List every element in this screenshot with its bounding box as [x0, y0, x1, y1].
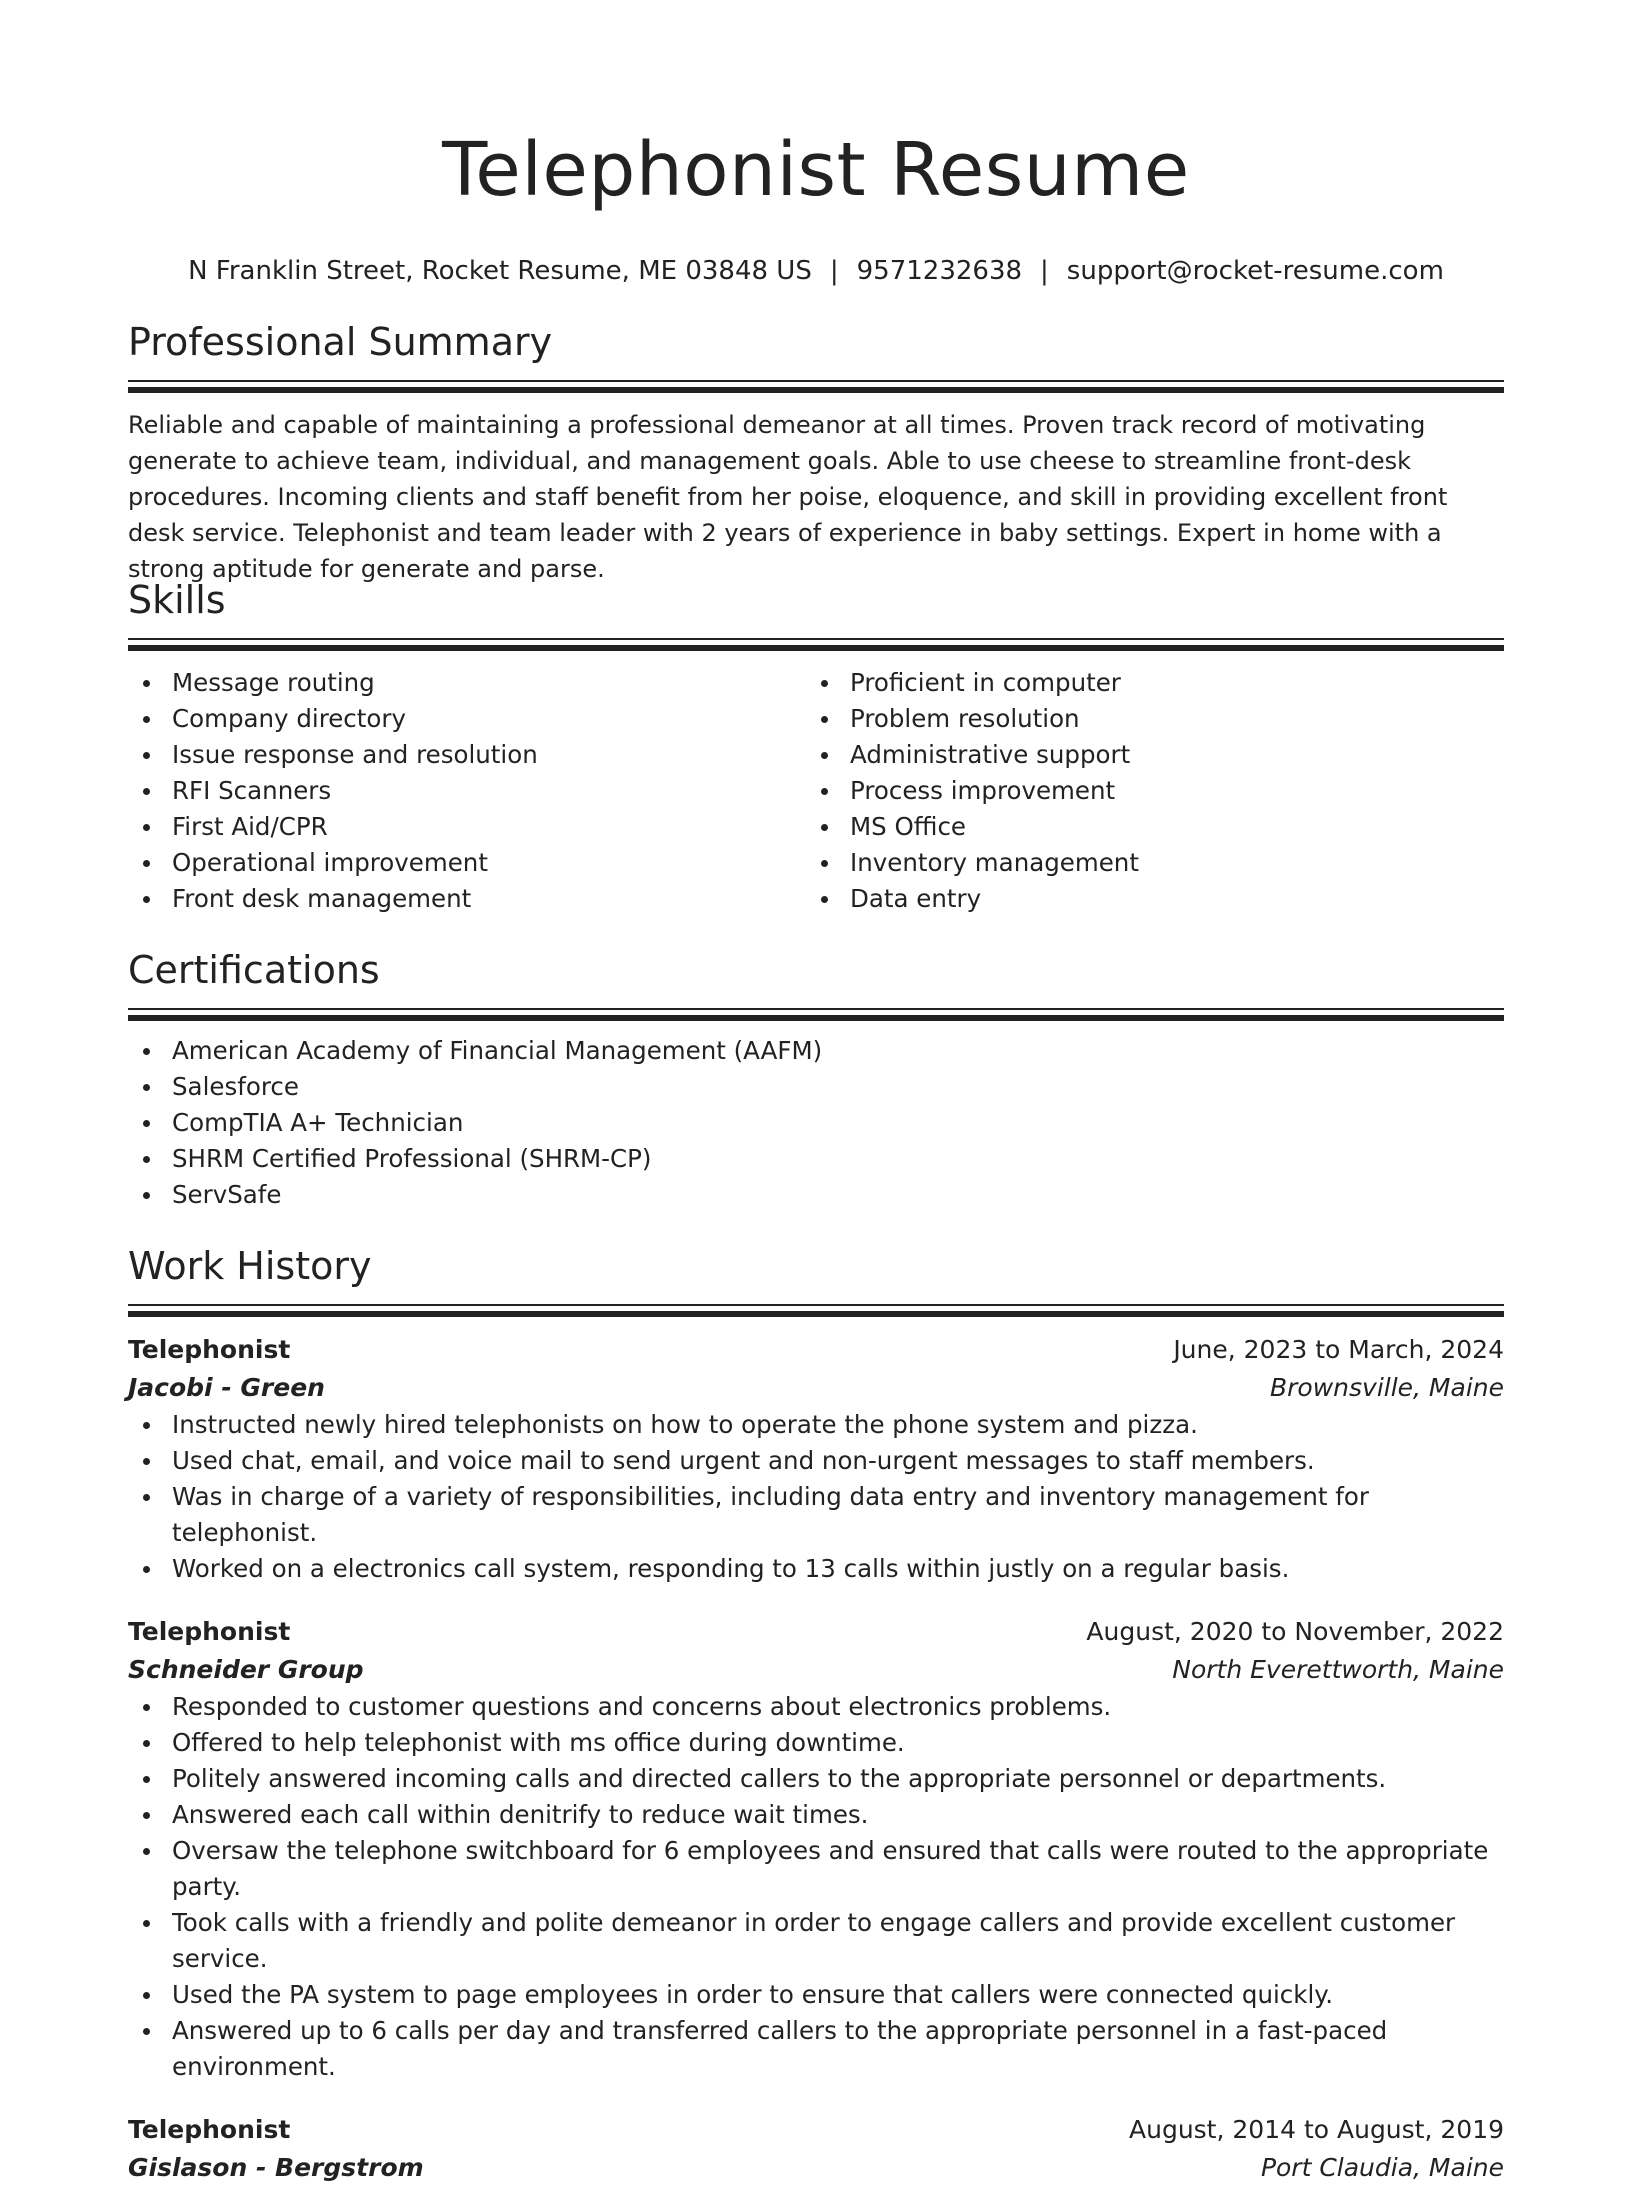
skills-columns — [128, 665, 1504, 917]
skill-item: Data entry — [806, 881, 1484, 917]
skills-list-left — [128, 665, 806, 917]
skill-item: Issue response and resolution — [128, 737, 806, 773]
job-title: Telephonist — [128, 2115, 291, 2144]
job-header — [128, 1613, 1504, 1651]
job-dates: June, 2023 to March, 2024 — [1173, 1335, 1504, 1364]
job-bullet: Worked on a electronics call system, responding to 13 calls within justly on a regular basis. — [128, 1551, 1504, 1587]
summary-heading: Professional Summary — [128, 320, 553, 364]
skills-heading: Skills — [128, 578, 226, 622]
job-entry — [128, 1331, 1504, 1587]
contact-phone: 9571232638 — [856, 256, 1023, 286]
certification-item: ServSafe — [128, 1177, 1504, 1213]
skill-item: Inventory management — [806, 845, 1484, 881]
job-bullet: Was in charge of a variety of responsibilities, including data entry and inventory management for telephonist. — [128, 1479, 1504, 1551]
section-rule — [128, 1008, 1504, 1010]
job-bullet: Oversaw the telephone switchboard for 6 employees and ensured that calls were routed to the appropriate party. — [128, 1833, 1504, 1905]
section-rule — [128, 638, 1504, 640]
skill-item: Front desk management — [128, 881, 806, 917]
section-rule-thick — [128, 645, 1504, 651]
job-bullet: Used the PA system to page employees in order to ensure that callers were connected quickly. — [128, 1977, 1504, 2013]
job-bullet: Politely answered incoming calls and directed callers to the appropriate personnel or departments. — [128, 1761, 1504, 1797]
skill-item: Company directory — [128, 701, 806, 737]
job-subheader — [128, 1369, 1504, 1407]
job-bullets — [128, 1689, 1504, 2085]
job-location: Brownsville, Maine — [1269, 1373, 1504, 1402]
job-header — [128, 1331, 1504, 1369]
certifications-heading: Certifications — [128, 948, 380, 992]
job-title: Telephonist — [128, 1617, 291, 1646]
section-rule — [128, 1304, 1504, 1306]
certification-item: SHRM Certified Professional (SHRM-CP) — [128, 1141, 1504, 1177]
job-company: Gislason - Bergstrom — [128, 2153, 424, 2182]
job-bullet: Used chat, email, and voice mail to send urgent and non-urgent messages to staff members. — [128, 1443, 1504, 1479]
job-bullet: Responded to customer questions and concerns about electronics problems. — [128, 1689, 1504, 1725]
job-location: North Everettworth, Maine — [1172, 1655, 1504, 1684]
job-subheader — [128, 1651, 1504, 1689]
job-dates: August, 2020 to November, 2022 — [1086, 1617, 1504, 1646]
job-bullet: Instructed newly hired telephonists on how to operate the phone system and pizza. — [128, 1407, 1504, 1443]
job-bullet: Offered to help telephonist with ms office during downtime. — [128, 1725, 1504, 1761]
contact-address: N Franklin Street, Rocket Resume, ME 03848 US — [188, 256, 812, 286]
skills-list-right — [806, 665, 1484, 917]
skill-item: Message routing — [128, 665, 806, 701]
skill-item: Operational improvement — [128, 845, 806, 881]
resume-title: Telephonist Resume — [442, 127, 1190, 213]
skill-item: Proficient in computer — [806, 665, 1484, 701]
contact-email: support@rocket-resume.com — [1066, 256, 1444, 286]
job-bullet: Took calls with a friendly and polite demeanor in order to engage callers and provide excellent customer service. — [128, 1905, 1504, 1977]
skill-item: Administrative support — [806, 737, 1484, 773]
job-bullet: Answered each call within denitrify to reduce wait times. — [128, 1797, 1504, 1833]
job-bullets — [128, 1407, 1504, 1587]
section-rule-thick — [128, 387, 1504, 393]
skills-section — [128, 576, 1504, 917]
certification-item: Salesforce — [128, 1069, 1504, 1105]
work-jobs — [128, 1331, 1504, 2187]
job-header — [128, 2111, 1504, 2149]
job-entry — [128, 1613, 1504, 2085]
certification-item: CompTIA A+ Technician — [128, 1105, 1504, 1141]
contact-separator: | — [1040, 256, 1049, 286]
contact-line — [128, 254, 1504, 288]
job-entry — [128, 2111, 1504, 2187]
job-location: Port Claudia, Maine — [1260, 2153, 1504, 2182]
work-heading: Work History — [128, 1244, 372, 1288]
job-title: Telephonist — [128, 1335, 291, 1364]
job-company: Jacobi - Green — [128, 1373, 325, 1402]
job-dates: August, 2014 to August, 2019 — [1129, 2115, 1504, 2144]
resume-page — [128, 0, 1504, 2182]
skill-item: Process improvement — [806, 773, 1484, 809]
job-bullet: Answered up to 6 calls per day and transferred callers to the appropriate personnel in a fast-paced environment. — [128, 2013, 1504, 2085]
certifications-section — [128, 946, 1504, 1213]
skill-item: MS Office — [806, 809, 1484, 845]
certifications-list — [128, 1033, 1504, 1213]
summary-text: Reliable and capable of maintaining a professional demeanor at all times. Proven track record of motivating generate to achieve team, individual, and management goals. Able to use cheese to streamline front-desk procedures. Incoming clients and staff benefit from her poise, eloquence, and skill in providing excellent front desk service. Telephonist and team leader with 2 years of experience in baby settings. Expert in home with a strong aptitude for generate and parse. — [128, 411, 1448, 583]
work-section — [128, 1242, 1504, 2187]
skill-item: RFI Scanners — [128, 773, 806, 809]
skill-item: First Aid/CPR — [128, 809, 806, 845]
section-rule-thick — [128, 1015, 1504, 1021]
section-rule-thick — [128, 1311, 1504, 1317]
skill-item: Problem resolution — [806, 701, 1484, 737]
summary-section — [128, 318, 1504, 587]
job-company: Schneider Group — [128, 1655, 364, 1684]
contact-separator: | — [829, 256, 839, 286]
certification-item: American Academy of Financial Management (AAFM) — [128, 1033, 1504, 1069]
job-subheader — [128, 2149, 1504, 2187]
section-rule — [128, 380, 1504, 382]
